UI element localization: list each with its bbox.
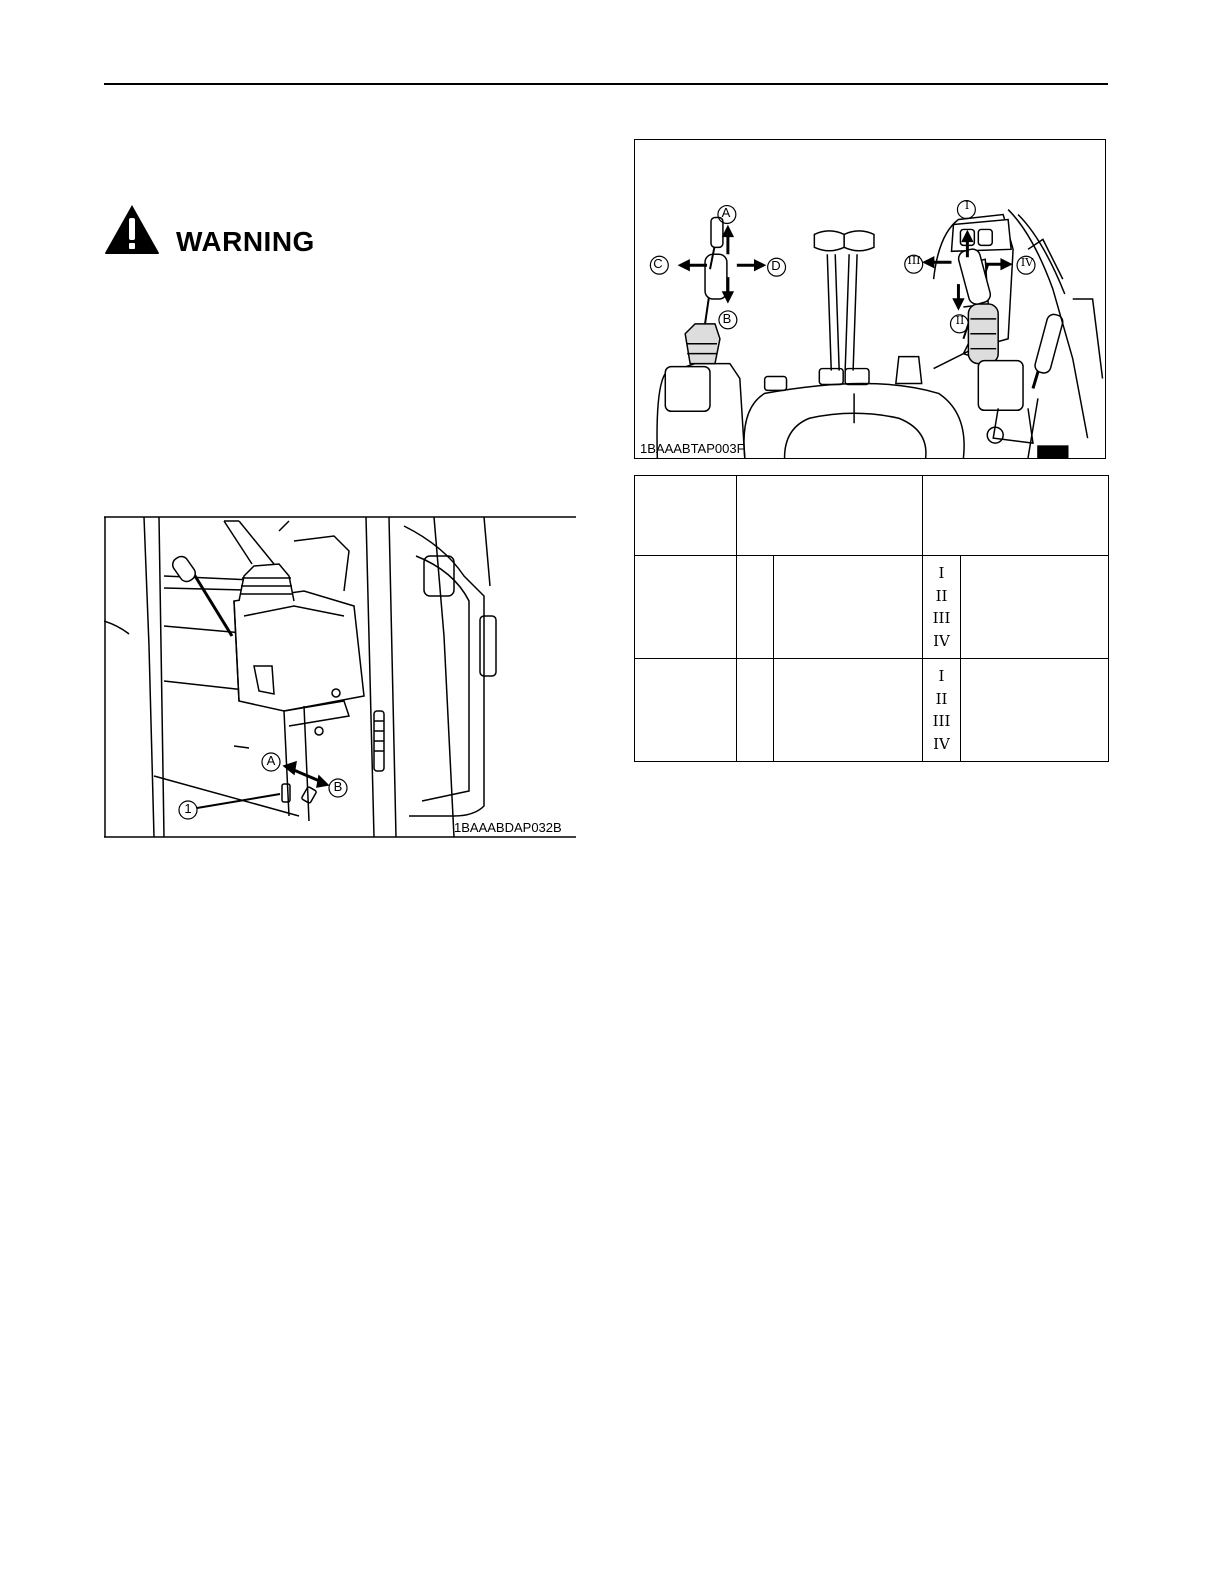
callout-i: I [964,199,970,212]
numeral-cell [923,659,961,762]
table-cell [774,556,923,659]
table-cell [635,556,737,659]
callout-iv: IV [1020,256,1034,269]
callout-c: C [653,256,663,271]
header-cell [737,476,923,556]
numeral: I [938,667,945,685]
callout-a-right: A [721,205,731,220]
table-row [635,659,1109,762]
table-cell [961,556,1109,659]
figure-code-right: 1BAAABTAP003F [640,441,745,456]
numeral: II [935,689,948,708]
operating-levers-figure [634,139,1106,459]
table-cell [635,659,737,762]
warning-heading: WARNING [176,226,315,257]
numeral: III [932,609,951,627]
callout-1: 1 [184,801,192,816]
numeral: IV [933,734,950,753]
callout-d: D [771,258,781,273]
table-cell [774,659,923,762]
numeral: II [935,586,948,605]
numeral-cell [923,556,961,659]
callout-a-left: A [266,753,276,768]
header-rule [104,83,1108,85]
numeral: IV [933,631,950,650]
table-header-row [635,476,1109,556]
callout-b-right: B [722,311,732,326]
numeral: I [938,564,945,582]
numeral: III [932,712,951,730]
table-row [635,556,1109,659]
table-cell [961,659,1109,762]
table-cell [737,556,774,659]
control-table [634,475,1109,762]
figure-code-left: 1BAAABDAP032B [454,820,562,835]
table-cell [737,659,774,762]
callout-iii: III [907,254,921,267]
header-cell [635,476,737,556]
callout-b-left: B [333,779,343,794]
callout-ii: II [955,314,965,327]
header-cell [923,476,1109,556]
warning-triangle-icon [104,203,160,255]
